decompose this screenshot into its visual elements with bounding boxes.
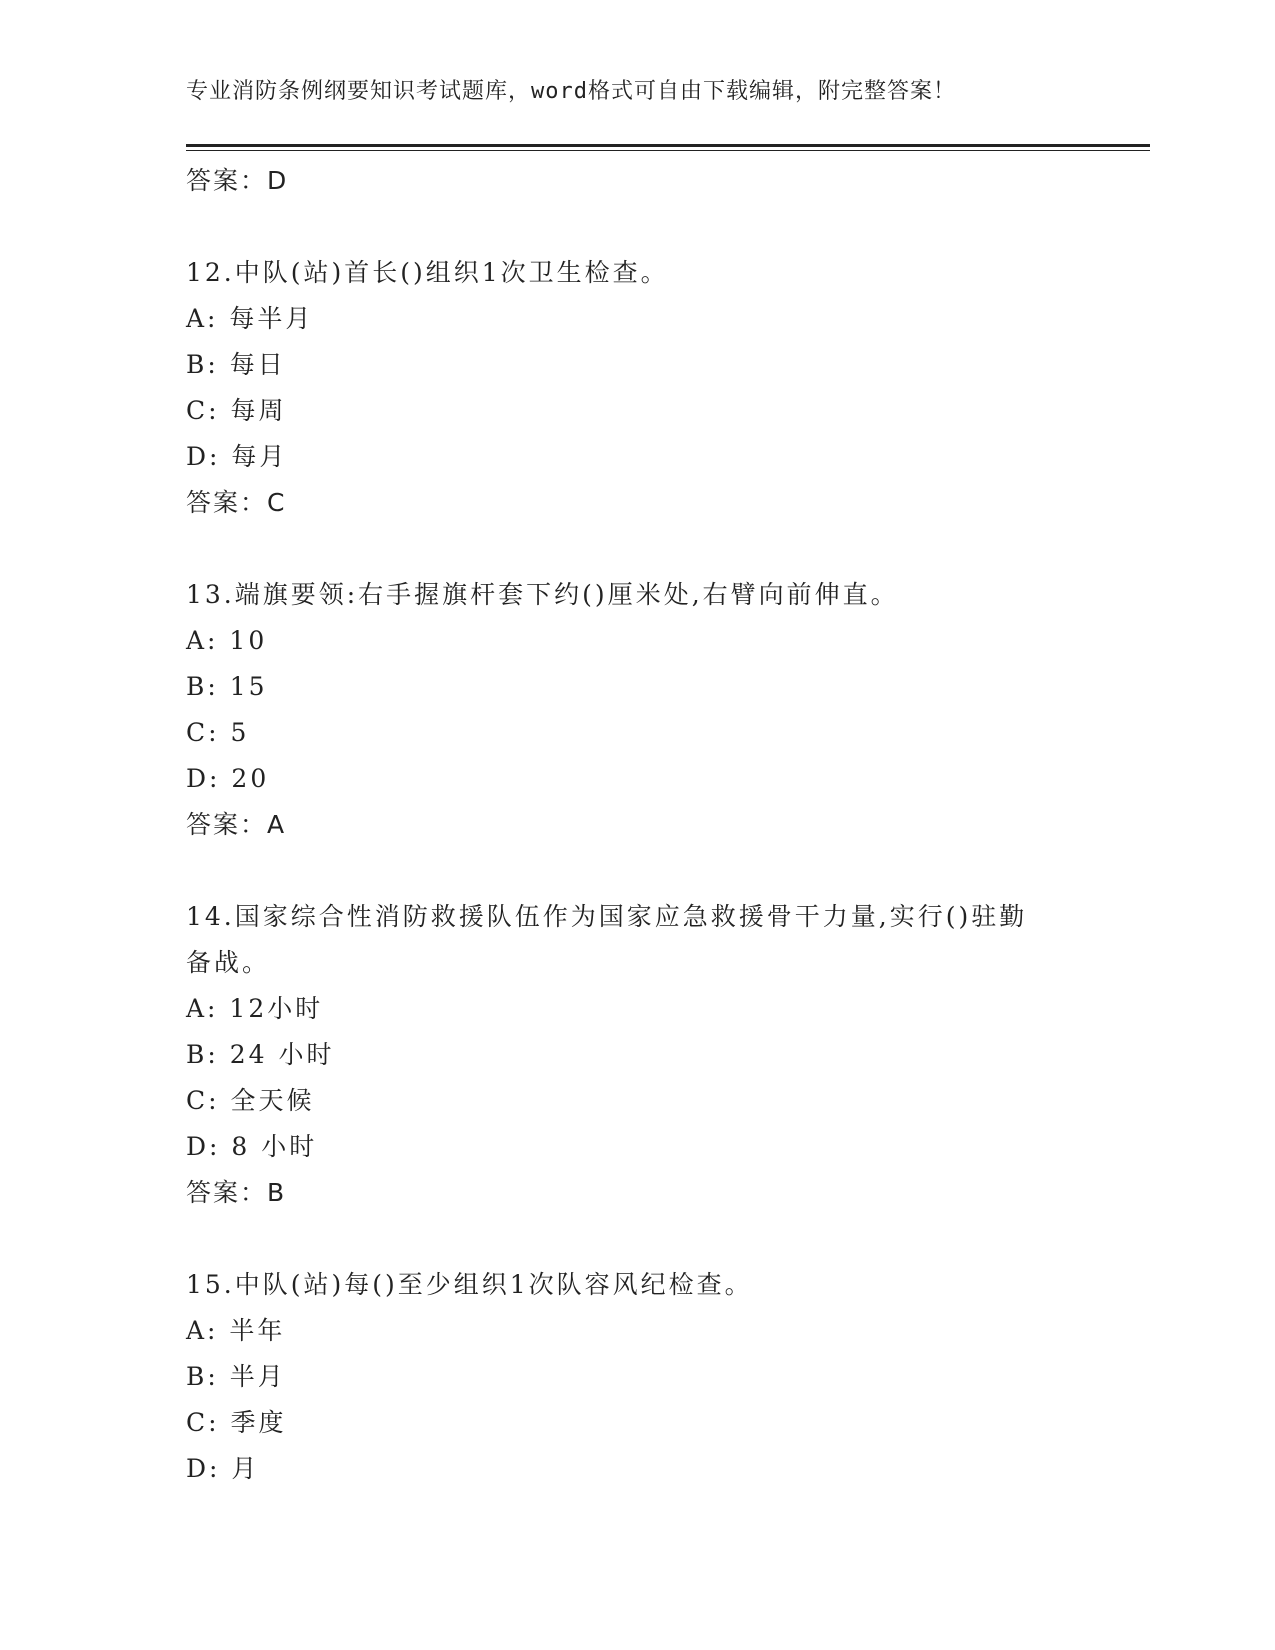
question-stem-continued: 备战。 [186, 948, 271, 977]
question-stem: 15.中队(站)每()至少组织1次队容风纪检查。 [186, 1270, 753, 1299]
spacer [186, 848, 1086, 894]
option-c: C: 全天候 [186, 1086, 315, 1115]
option-a: A: 12小时 [186, 994, 324, 1023]
option-b: B: 24 小时 [186, 1040, 335, 1069]
question-list [186, 158, 1086, 1492]
option-d: D: 20 [186, 764, 270, 793]
answer-line: 答案：A [186, 810, 287, 839]
question-stem: 13.端旗要领:右手握旗杆套下约()厘米处,右臂向前伸直。 [186, 580, 899, 609]
question-block [186, 1262, 1086, 1492]
option-d: D: 月 [186, 1454, 260, 1483]
question-block [186, 894, 1086, 1216]
option-b: B: 半月 [186, 1362, 286, 1391]
question-stem: 14.国家综合性消防救援队伍作为国家应急救援骨干力量,实行()驻勤 [186, 902, 1028, 931]
option-d: D: 每月 [186, 442, 288, 471]
header-rule-thin [186, 150, 1150, 151]
header-rule-thick [186, 144, 1150, 147]
answer-line: 答案：D [186, 166, 289, 195]
page-header: 专业消防条例纲要知识考试题库，word格式可自由下载编辑，附完整答案！ [186, 79, 956, 104]
option-a: A: 每半月 [186, 304, 314, 333]
question-block [186, 572, 1086, 848]
spacer [186, 204, 1086, 250]
option-c: C: 每周 [186, 396, 287, 425]
option-c: C: 5 [186, 718, 250, 747]
question-block [186, 250, 1086, 526]
option-c: C: 季度 [186, 1408, 287, 1437]
answer-line: 答案：B [186, 1178, 287, 1207]
question-stem: 12.中队(站)首长()组织1次卫生检查。 [186, 258, 669, 287]
option-a: A: 半年 [186, 1316, 286, 1345]
option-d: D: 8 小时 [186, 1132, 318, 1161]
option-b: B: 每日 [186, 350, 286, 379]
answer-line: 答案：C [186, 488, 287, 517]
spacer [186, 526, 1086, 572]
spacer [186, 1216, 1086, 1262]
option-a: A: 10 [186, 626, 268, 655]
option-b: B: 15 [186, 672, 268, 701]
